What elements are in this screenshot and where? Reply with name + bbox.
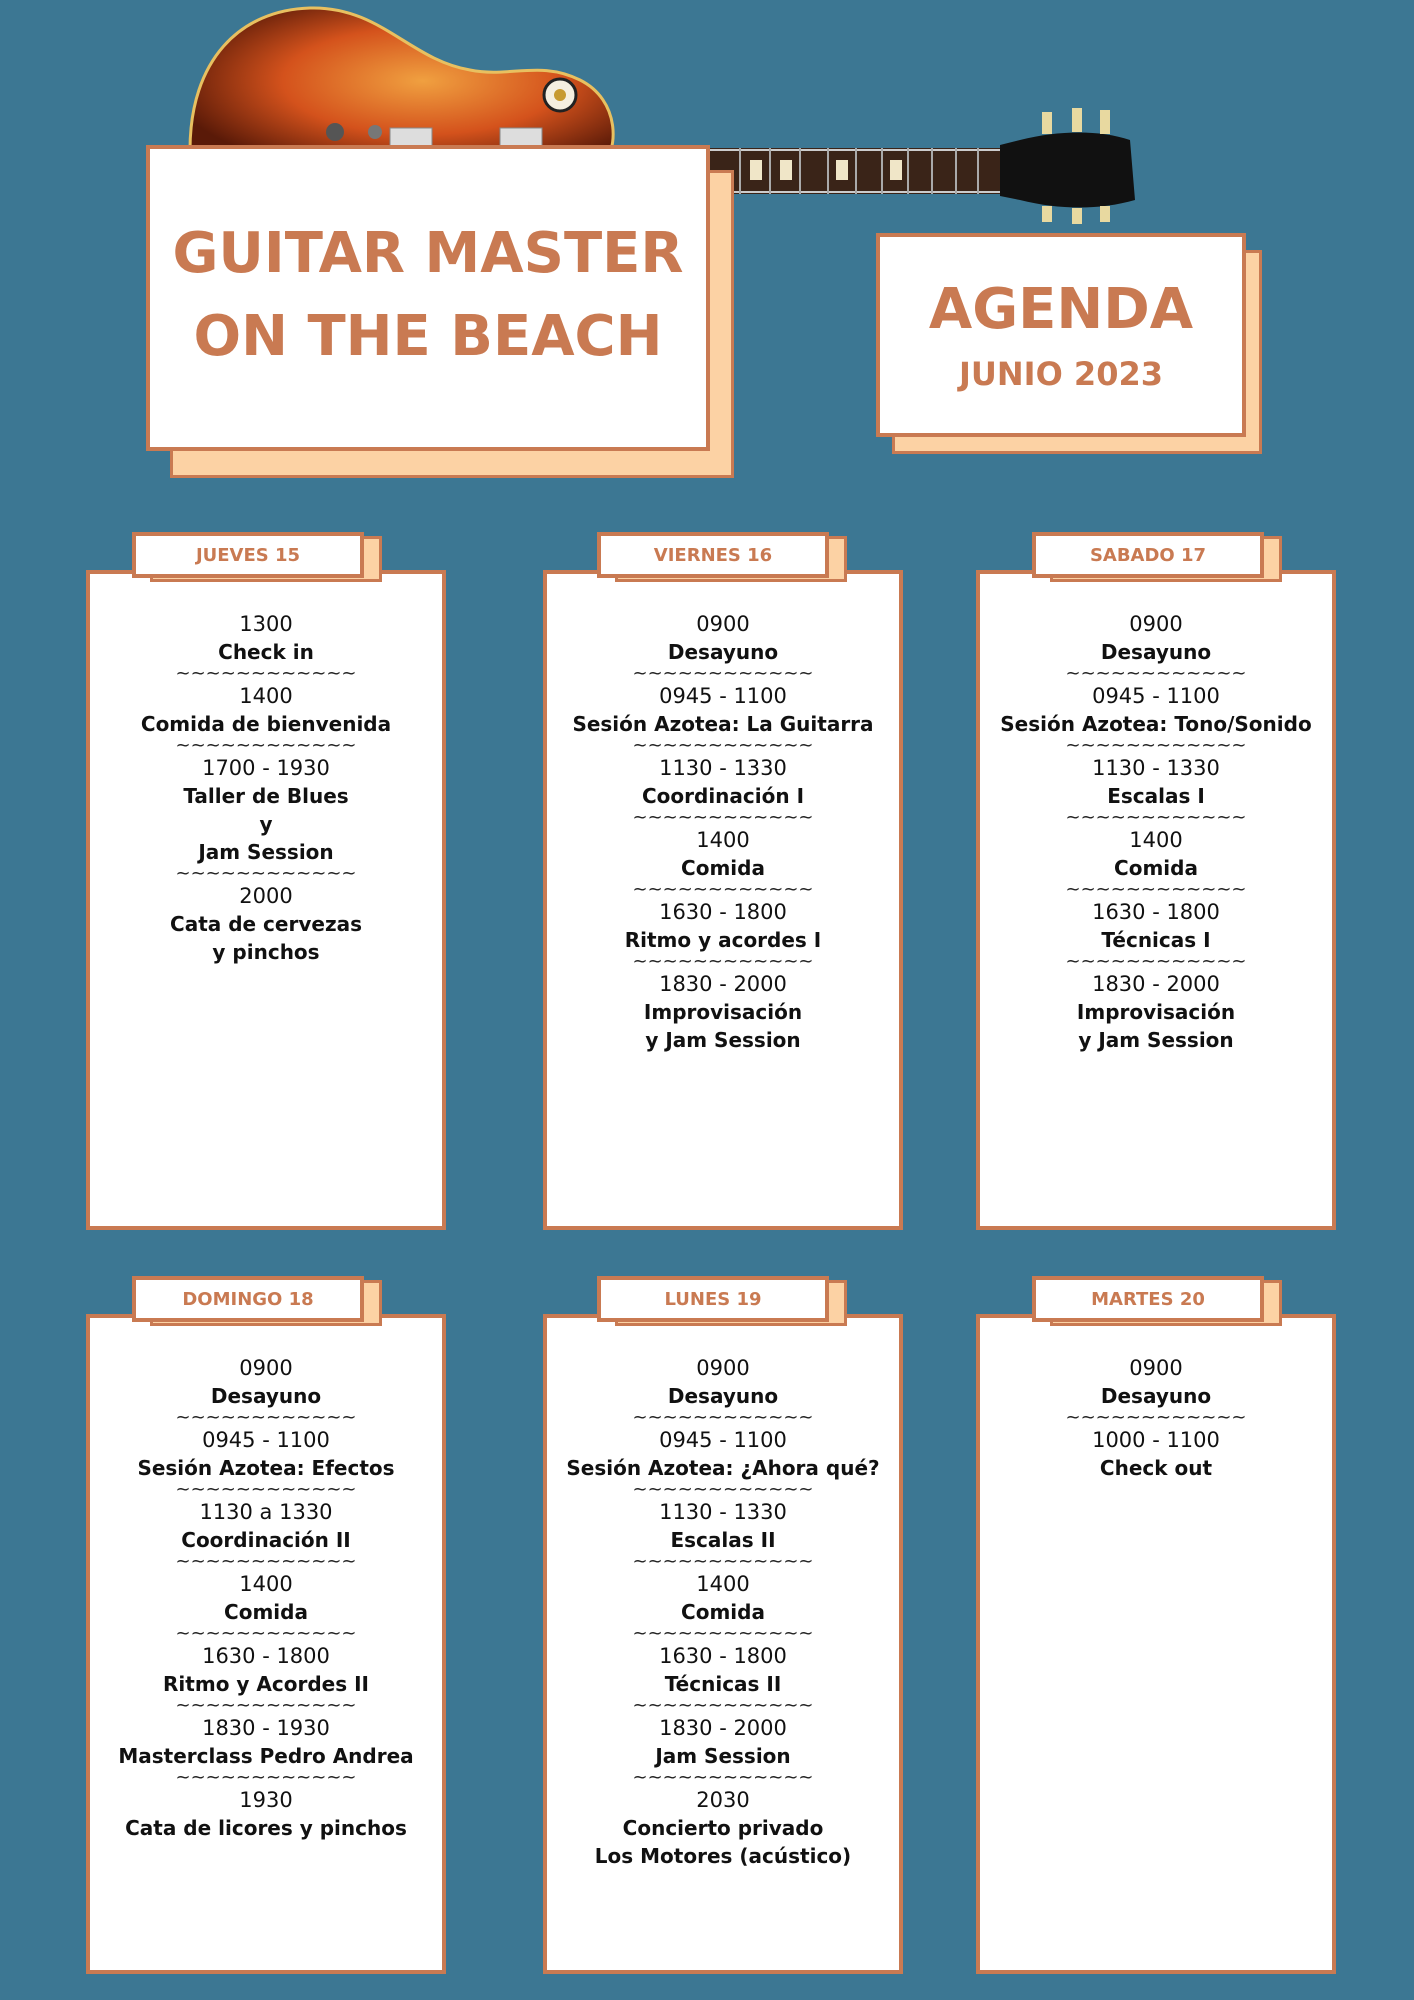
- day-tab-label: VIERNES 16: [597, 532, 829, 578]
- separator: ~~~~~~~~~~~~: [632, 879, 814, 900]
- event-time: 1830 - 2000: [659, 1716, 787, 1740]
- event-time: 2030: [696, 1788, 750, 1812]
- separator: ~~~~~~~~~~~~: [632, 1767, 814, 1788]
- separator: ~~~~~~~~~~~~: [175, 1767, 357, 1788]
- event-time: 1400: [696, 828, 750, 852]
- event-time: 1930: [239, 1788, 293, 1812]
- separator: ~~~~~~~~~~~~: [632, 1479, 814, 1500]
- event-time: 0945 - 1100: [659, 1428, 787, 1452]
- event-time: 1830 - 2000: [1092, 972, 1220, 996]
- event-time: 1630 - 1800: [659, 900, 787, 924]
- agenda-month: JUNIO 2023: [959, 355, 1163, 393]
- separator: ~~~~~~~~~~~~: [175, 863, 357, 884]
- event-activity: Coordinación I: [641, 784, 805, 808]
- event-activity: Técnicas II: [664, 1672, 782, 1696]
- event-list: [980, 610, 1332, 1054]
- event-time: 1830 - 2000: [659, 972, 787, 996]
- event-activity: Comida: [224, 1600, 308, 1624]
- separator: ~~~~~~~~~~~~: [632, 663, 814, 684]
- event-time: 1000 - 1100: [1092, 1428, 1220, 1452]
- event-activity: Improvisación y Jam Session: [1076, 1000, 1236, 1052]
- event-activity: Desayuno: [667, 640, 779, 664]
- day-card: [976, 1314, 1336, 1974]
- event-time: 1630 - 1800: [1092, 900, 1220, 924]
- separator: ~~~~~~~~~~~~: [632, 807, 814, 828]
- separator: ~~~~~~~~~~~~: [632, 951, 814, 972]
- separator: ~~~~~~~~~~~~: [1065, 735, 1247, 756]
- event-activity: Cata de licores y pinchos: [125, 1816, 407, 1840]
- event-activity: Comida: [681, 856, 765, 880]
- event-activity: Escalas II: [670, 1528, 776, 1552]
- event-activity: Check in: [218, 640, 314, 664]
- event-activity: Desayuno: [667, 1384, 779, 1408]
- event-activity: Comida de bienvenida: [140, 712, 392, 736]
- event-activity: Taller de Blues y Jam Session: [183, 784, 349, 864]
- event-activity: Cata de cervezas y pinchos: [170, 912, 362, 964]
- event-activity: Ritmo y Acordes II: [163, 1672, 369, 1696]
- event-list: [547, 610, 899, 1054]
- separator: ~~~~~~~~~~~~: [1065, 1407, 1247, 1428]
- event-activity: Check out: [1099, 1456, 1213, 1480]
- event-list: [980, 1354, 1332, 1482]
- event-time: 1400: [1129, 828, 1183, 852]
- event-time: 1130 a 1330: [199, 1500, 333, 1524]
- separator: ~~~~~~~~~~~~: [632, 1407, 814, 1428]
- event-activity: Sesión Azotea: ¿Ahora qué?: [566, 1456, 880, 1480]
- event-activity: Sesión Azotea: Efectos: [137, 1456, 395, 1480]
- separator: ~~~~~~~~~~~~: [175, 663, 357, 684]
- event-time: 2000: [239, 884, 293, 908]
- event-activity: Técnicas I: [1101, 928, 1211, 952]
- event-activity: Escalas I: [1107, 784, 1205, 808]
- separator: ~~~~~~~~~~~~: [632, 1695, 814, 1716]
- separator: ~~~~~~~~~~~~: [1065, 807, 1247, 828]
- event-activity: Jam Session: [655, 1744, 791, 1768]
- agenda-title: AGENDA: [928, 277, 1194, 342]
- day-tab-label: JUEVES 15: [132, 532, 364, 578]
- event-activity: Concierto privado Los Motores (acústico): [594, 1816, 852, 1868]
- event-activity: Masterclass Pedro Andrea: [118, 1744, 414, 1768]
- event-activity: Desayuno: [1100, 1384, 1212, 1408]
- agenda-box: [876, 233, 1246, 437]
- event-time: 1830 - 1930: [202, 1716, 330, 1740]
- day-tab-label: SABADO 17: [1032, 532, 1264, 578]
- event-activity: Desayuno: [1100, 640, 1212, 664]
- separator: ~~~~~~~~~~~~: [1065, 951, 1247, 972]
- event-time: 0945 - 1100: [202, 1428, 330, 1452]
- event-list: [90, 1354, 442, 1842]
- separator: ~~~~~~~~~~~~: [175, 1407, 357, 1428]
- event-time: 0945 - 1100: [659, 684, 787, 708]
- separator: ~~~~~~~~~~~~: [175, 1479, 357, 1500]
- event-list: [90, 610, 442, 966]
- event-time: 0900: [696, 1356, 750, 1380]
- separator: ~~~~~~~~~~~~: [632, 1623, 814, 1644]
- event-activity: Coordinación II: [181, 1528, 351, 1552]
- event-time: 0900: [239, 1356, 293, 1380]
- title-box: [146, 145, 710, 451]
- event-activity: Comida: [681, 1600, 765, 1624]
- event-time: 1700 - 1930: [202, 756, 330, 780]
- event-list: [547, 1354, 899, 1870]
- event-time: 0945 - 1100: [1092, 684, 1220, 708]
- event-activity: Comida: [1114, 856, 1198, 880]
- event-activity: Desayuno: [210, 1384, 322, 1408]
- event-time: 1630 - 1800: [659, 1644, 787, 1668]
- event-time: 1130 - 1330: [659, 756, 787, 780]
- separator: ~~~~~~~~~~~~: [632, 1551, 814, 1572]
- event-time: 1400: [239, 684, 293, 708]
- event-time: 1130 - 1330: [1092, 756, 1220, 780]
- event-time: 1400: [696, 1572, 750, 1596]
- separator: ~~~~~~~~~~~~: [175, 1551, 357, 1572]
- event-time: 0900: [696, 612, 750, 636]
- day-card: [86, 1314, 446, 1974]
- event-time: 1300: [239, 612, 293, 636]
- event-time: 1400: [239, 1572, 293, 1596]
- event-activity: Ritmo y acordes I: [624, 928, 822, 952]
- separator: ~~~~~~~~~~~~: [1065, 663, 1247, 684]
- event-activity: Sesión Azotea: Tono/Sonido: [1000, 712, 1312, 736]
- event-time: 1130 - 1330: [659, 1500, 787, 1524]
- day-card: [543, 570, 903, 1230]
- day-tab-label: MARTES 20: [1032, 1276, 1264, 1322]
- separator: ~~~~~~~~~~~~: [632, 735, 814, 756]
- event-time: 0900: [1129, 1356, 1183, 1380]
- event-time: 0900: [1129, 612, 1183, 636]
- day-tab-label: LUNES 19: [597, 1276, 829, 1322]
- separator: ~~~~~~~~~~~~: [175, 735, 357, 756]
- day-tab-label: DOMINGO 18: [132, 1276, 364, 1322]
- day-card: [543, 1314, 903, 1974]
- title-line-1: GUITAR MASTER: [172, 221, 684, 286]
- day-card: [86, 570, 446, 1230]
- separator: ~~~~~~~~~~~~: [175, 1695, 357, 1716]
- event-activity: Sesión Azotea: La Guitarra: [572, 712, 874, 736]
- title-line-2: ON THE BEACH: [193, 304, 663, 369]
- separator: ~~~~~~~~~~~~: [175, 1623, 357, 1644]
- day-card: [976, 570, 1336, 1230]
- event-activity: Improvisación y Jam Session: [643, 1000, 803, 1052]
- separator: ~~~~~~~~~~~~: [1065, 879, 1247, 900]
- event-time: 1630 - 1800: [202, 1644, 330, 1668]
